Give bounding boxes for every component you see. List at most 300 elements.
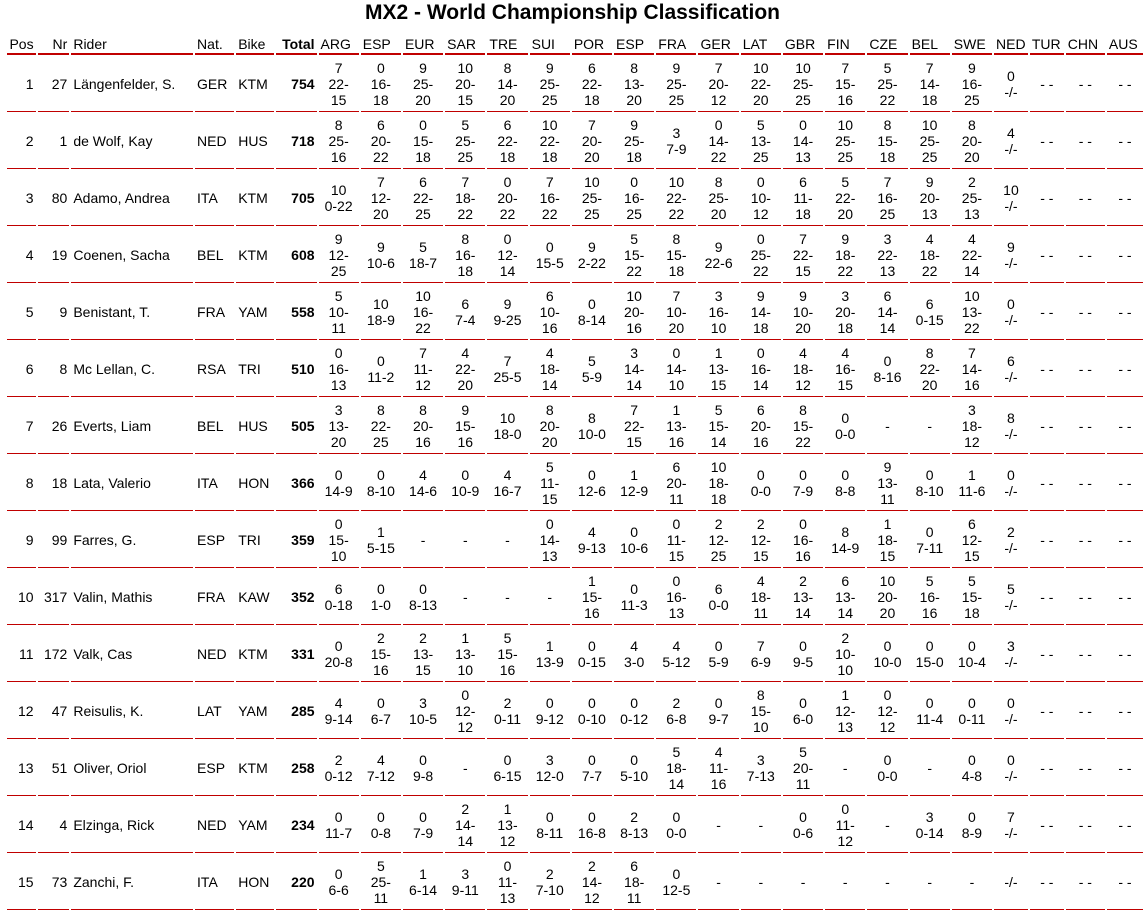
event-result: 3 12-0 <box>530 740 570 796</box>
event-result: 5 15- 16 <box>487 626 527 682</box>
event-result: - <box>910 398 950 454</box>
event-result: 0 16- 13 <box>319 341 359 397</box>
row-position: 14 <box>7 797 36 853</box>
event-result: - - <box>1066 683 1105 739</box>
event-result: - - <box>1030 455 1064 511</box>
event-result: - - <box>1066 740 1105 796</box>
event-result: 6 7-4 <box>445 284 485 340</box>
event-result: 0 9-12 <box>530 683 570 739</box>
rider-bike: YAM <box>236 284 274 340</box>
event-result: 3 18- 12 <box>952 398 992 454</box>
points-total: 258 <box>276 740 316 796</box>
event-result: - - <box>1066 227 1105 283</box>
event-result: 4 18- 22 <box>910 227 950 283</box>
event-result: 7 22- 15 <box>614 398 654 454</box>
event-result: 3 7-9 <box>656 113 696 169</box>
event-result: 10 0-22 <box>319 170 359 226</box>
rider-nationality: ESP <box>195 740 234 796</box>
event-result: 0 14- 10 <box>656 341 696 397</box>
header-event: LAT <box>741 33 781 55</box>
rider-number: 80 <box>38 170 70 226</box>
rider-name: Längenfelder, S. <box>71 56 193 112</box>
event-result: 7 25-5 <box>487 341 527 397</box>
event-result: 0 0-0 <box>867 740 907 796</box>
event-result: - - <box>1030 113 1064 169</box>
event-result: 6 14- 14 <box>867 284 907 340</box>
row-position: 1 <box>7 56 36 112</box>
event-result: - - <box>1030 56 1064 112</box>
points-total: 331 <box>276 626 316 682</box>
event-result: 10 20- 16 <box>614 284 654 340</box>
event-result: 0 10-6 <box>614 512 654 568</box>
event-result: 4 14-6 <box>403 455 443 511</box>
rider-number: 9 <box>38 284 70 340</box>
event-result: 7 14- 16 <box>952 341 992 397</box>
rider-bike: HON <box>236 455 274 511</box>
event-result: 10 16- 22 <box>403 284 443 340</box>
header-event: GBR <box>783 33 823 55</box>
event-result: 2 8-13 <box>614 797 654 853</box>
event-result: 5 20- 11 <box>783 740 823 796</box>
event-result: 0 10-9 <box>445 455 485 511</box>
table-row <box>7 740 1143 796</box>
event-result: 4 9-13 <box>572 512 612 568</box>
row-position: 15 <box>7 854 36 910</box>
event-result: 1 13- 10 <box>445 626 485 682</box>
event-result: - - <box>1030 854 1064 910</box>
header-event: FRA <box>656 33 696 55</box>
event-result: 10 22- 20 <box>741 56 781 112</box>
event-result: - - <box>1066 341 1105 397</box>
rider-name: Reisulis, K. <box>71 683 193 739</box>
rider-number: 27 <box>38 56 70 112</box>
header-event: CZE <box>867 33 907 55</box>
event-result: - - <box>1066 626 1105 682</box>
rider-nationality: FRA <box>195 569 234 625</box>
event-result: 0 11- 12 <box>825 797 865 853</box>
event-result: 2 15- 16 <box>361 626 401 682</box>
rider-name: Adamo, Andrea <box>71 170 193 226</box>
event-result: 8 10-0 <box>572 398 612 454</box>
event-result: 8 13- 20 <box>614 56 654 112</box>
event-result: 3 10-5 <box>403 683 443 739</box>
header-event: EUR <box>403 33 443 55</box>
points-total: 352 <box>276 569 316 625</box>
rider-number: 317 <box>38 569 70 625</box>
header-event: CHN <box>1066 33 1105 55</box>
event-result: 0 0-11 <box>952 683 992 739</box>
table-row <box>7 341 1143 397</box>
event-result: 0 15-0 <box>910 626 950 682</box>
event-result: 0 0-6 <box>783 797 823 853</box>
rider-bike: HUS <box>236 398 274 454</box>
event-result: 0 0-10 <box>572 683 612 739</box>
event-result: 4 5-12 <box>656 626 696 682</box>
event-result: - - <box>1066 113 1105 169</box>
event-result: - - <box>1107 284 1143 340</box>
event-result: - - <box>1066 455 1105 511</box>
event-result: 8 25- 16 <box>319 113 359 169</box>
event-result: 3 7-13 <box>741 740 781 796</box>
event-result: - - <box>1107 341 1143 397</box>
header-event: ESP <box>614 33 654 55</box>
event-result: 3 13- 20 <box>319 398 359 454</box>
header-nat: Nat. <box>195 33 234 55</box>
event-result: 0 0-15 <box>572 626 612 682</box>
classification-table <box>5 32 1145 911</box>
table-row <box>7 797 1143 853</box>
rider-bike: YAM <box>236 683 274 739</box>
rider-nationality: LAT <box>195 683 234 739</box>
rider-nationality: ITA <box>195 854 234 910</box>
event-result: 4 11- 16 <box>698 740 738 796</box>
event-result: 5 22- 20 <box>825 170 865 226</box>
event-result: - <box>867 854 907 910</box>
rider-number: 73 <box>38 854 70 910</box>
event-result: - <box>867 797 907 853</box>
table-row <box>7 512 1143 568</box>
event-result: 0 16- 25 <box>614 170 654 226</box>
event-result: - - <box>1030 740 1064 796</box>
points-total: 366 <box>276 455 316 511</box>
event-result: 0 16- 13 <box>656 569 696 625</box>
points-total: 220 <box>276 854 316 910</box>
event-result: 0 15- 10 <box>319 512 359 568</box>
event-result: 9 22-6 <box>698 227 738 283</box>
event-result: 3 20- 18 <box>825 284 865 340</box>
rider-number: 172 <box>38 626 70 682</box>
row-position: 3 <box>7 170 36 226</box>
event-result: - - <box>1107 227 1143 283</box>
event-result: 5 16- 16 <box>910 569 950 625</box>
event-result: - - <box>1030 512 1064 568</box>
event-result: 2 14- 14 <box>445 797 485 853</box>
event-result: 10 18-0 <box>487 398 527 454</box>
header-total: Total <box>276 33 316 55</box>
event-result: 6 22- 25 <box>403 170 443 226</box>
event-result: 3 0-14 <box>910 797 950 853</box>
event-result: 7 6-9 <box>741 626 781 682</box>
rider-bike: TRI <box>236 341 274 397</box>
event-result: 3 16- 10 <box>698 284 738 340</box>
event-result: 9 10-6 <box>361 227 401 283</box>
event-result: 3 22- 13 <box>867 227 907 283</box>
points-total: 285 <box>276 683 316 739</box>
event-result: 10 13- 22 <box>952 284 992 340</box>
event-result: 9 10- 20 <box>783 284 823 340</box>
event-result: 0 6-6 <box>319 854 359 910</box>
event-result: 9 16- 25 <box>952 56 992 112</box>
event-result: 7 14- 18 <box>910 56 950 112</box>
event-result: 9 2-22 <box>572 227 612 283</box>
event-result: 9 18- 22 <box>825 227 865 283</box>
rider-bike: KTM <box>236 227 274 283</box>
event-result: 5 5-9 <box>572 341 612 397</box>
event-result: 7 20- 20 <box>572 113 612 169</box>
event-result: 5 -/- <box>994 569 1028 625</box>
rider-bike: HON <box>236 854 274 910</box>
event-result: 8 16- 18 <box>445 227 485 283</box>
event-result: - - <box>1107 455 1143 511</box>
event-result: 10 20- 20 <box>867 569 907 625</box>
event-result: 0 10-0 <box>867 626 907 682</box>
event-result: 3 14- 14 <box>614 341 654 397</box>
row-position: 2 <box>7 113 36 169</box>
event-result: 0 12-6 <box>572 455 612 511</box>
row-position: 4 <box>7 227 36 283</box>
event-result: - <box>741 854 781 910</box>
event-result: - <box>698 797 738 853</box>
event-result: 6 10- 16 <box>530 284 570 340</box>
rider-number: 99 <box>38 512 70 568</box>
event-result: 0 0-12 <box>614 683 654 739</box>
event-result: 7 15- 16 <box>825 56 865 112</box>
event-result: 8 15- 18 <box>656 227 696 283</box>
rider-nationality: ITA <box>195 170 234 226</box>
rider-bike: KTM <box>236 626 274 682</box>
event-result: 5 11- 15 <box>530 455 570 511</box>
event-result: 0 20- 22 <box>487 170 527 226</box>
event-result: 1 15- 16 <box>572 569 612 625</box>
event-result: 2 25- 13 <box>952 170 992 226</box>
rider-nationality: GER <box>195 56 234 112</box>
rider-bike: KTM <box>236 170 274 226</box>
event-result: - - <box>1030 170 1064 226</box>
event-result: 6 22- 18 <box>572 56 612 112</box>
event-result: 4 18- 12 <box>783 341 823 397</box>
row-position: 7 <box>7 398 36 454</box>
event-result: 5 25- 22 <box>867 56 907 112</box>
event-result: 8 22- 20 <box>910 341 950 397</box>
rider-bike: KTM <box>236 740 274 796</box>
rider-name: Oliver, Oriol <box>71 740 193 796</box>
rider-nationality: BEL <box>195 227 234 283</box>
event-result: 1 12-9 <box>614 455 654 511</box>
event-result: - - <box>1066 512 1105 568</box>
event-result: 2 6-8 <box>656 683 696 739</box>
event-result: 0 8-11 <box>530 797 570 853</box>
event-result: - - <box>1107 683 1143 739</box>
table-row <box>7 398 1143 454</box>
event-result: - - <box>1030 284 1064 340</box>
event-result: 2 14- 12 <box>572 854 612 910</box>
points-total: 558 <box>276 284 316 340</box>
event-result: 0 11-2 <box>361 341 401 397</box>
event-result: 9 25- 18 <box>614 113 654 169</box>
event-result: - <box>403 512 443 568</box>
event-result: - - <box>1107 512 1143 568</box>
event-result: 9 15- 16 <box>445 398 485 454</box>
event-result: 0 0-8 <box>361 797 401 853</box>
header-nr: Nr <box>38 33 70 55</box>
event-result: 7 -/- <box>994 797 1028 853</box>
rider-name: de Wolf, Kay <box>71 113 193 169</box>
event-result: 0 8-14 <box>572 284 612 340</box>
event-result: 8 22- 25 <box>361 398 401 454</box>
rider-name: Everts, Liam <box>71 398 193 454</box>
event-result: - <box>867 398 907 454</box>
event-result: 7 10- 20 <box>656 284 696 340</box>
event-result: 0 11- 13 <box>487 854 527 910</box>
header-event: SAR <box>445 33 485 55</box>
event-result: 0 12- 12 <box>867 683 907 739</box>
event-result: 1 18- 15 <box>867 512 907 568</box>
event-result: 8 -/- <box>994 398 1028 454</box>
table-row <box>7 56 1143 112</box>
header-event: TUR <box>1030 33 1064 55</box>
rider-number: 26 <box>38 398 70 454</box>
rider-bike: KTM <box>236 56 274 112</box>
header-event: SWE <box>952 33 992 55</box>
event-result: - <box>910 740 950 796</box>
event-result: - - <box>1066 284 1105 340</box>
event-result: 3 9-11 <box>445 854 485 910</box>
event-result: 10 22- 18 <box>530 113 570 169</box>
event-result: 0 7-7 <box>572 740 612 796</box>
event-result: 2 13- 14 <box>783 569 823 625</box>
points-total: 234 <box>276 797 316 853</box>
points-total: 754 <box>276 56 316 112</box>
event-result: - - <box>1030 683 1064 739</box>
event-result: 0 -/- <box>994 56 1028 112</box>
event-result: 2 -/- <box>994 512 1028 568</box>
event-result: 0 -/- <box>994 683 1028 739</box>
row-position: 9 <box>7 512 36 568</box>
event-result: 7 18- 22 <box>445 170 485 226</box>
event-result: 4 16-7 <box>487 455 527 511</box>
event-result: 8 14- 20 <box>487 56 527 112</box>
event-result: 1 5-15 <box>361 512 401 568</box>
points-total: 510 <box>276 341 316 397</box>
event-result: 6 20- 22 <box>361 113 401 169</box>
rider-nationality: NED <box>195 113 234 169</box>
header-event: BEL <box>910 33 950 55</box>
event-result: 0 14-9 <box>319 455 359 511</box>
table-row <box>7 284 1143 340</box>
event-result: 10 18- 18 <box>698 455 738 511</box>
header-pos: Pos <box>7 33 36 55</box>
event-result: 5 15- 22 <box>614 227 654 283</box>
event-result: - - <box>1107 170 1143 226</box>
event-result: 0 9-5 <box>783 626 823 682</box>
event-result: - <box>825 740 865 796</box>
event-result: - - <box>1066 797 1105 853</box>
table-row <box>7 683 1143 739</box>
rider-nationality: NED <box>195 797 234 853</box>
header-event: AUS <box>1107 33 1143 55</box>
row-position: 6 <box>7 341 36 397</box>
event-result: 0 7-9 <box>783 455 823 511</box>
event-result: 0 15-5 <box>530 227 570 283</box>
event-result: - - <box>1107 569 1143 625</box>
rider-name: Zanchi, F. <box>71 854 193 910</box>
event-result: 6 20- 11 <box>656 455 696 511</box>
rider-number: 47 <box>38 683 70 739</box>
rider-number: 18 <box>38 455 70 511</box>
event-result: 0 25- 22 <box>741 227 781 283</box>
rider-name: Mc Lellan, C. <box>71 341 193 397</box>
row-position: 5 <box>7 284 36 340</box>
event-result: 10 25- 25 <box>572 170 612 226</box>
rider-nationality: ESP <box>195 512 234 568</box>
event-result: - <box>445 512 485 568</box>
event-result: - <box>530 569 570 625</box>
event-result: 9 25- 25 <box>530 56 570 112</box>
event-result: 7 16- 22 <box>530 170 570 226</box>
event-result: - - <box>1107 854 1143 910</box>
row-position: 13 <box>7 740 36 796</box>
event-result: - - <box>1066 569 1105 625</box>
event-result: 5 18- 14 <box>656 740 696 796</box>
event-result: 6 13- 14 <box>825 569 865 625</box>
table-row <box>7 854 1143 910</box>
event-result: - - <box>1030 341 1064 397</box>
event-result: 0 0-0 <box>825 398 865 454</box>
event-result: 0 9-7 <box>698 683 738 739</box>
event-result: 0 5-9 <box>698 626 738 682</box>
event-result: 1 13- 12 <box>487 797 527 853</box>
event-result: - <box>698 854 738 910</box>
row-position: 11 <box>7 626 36 682</box>
event-result: 10 25- 25 <box>910 113 950 169</box>
rider-number: 4 <box>38 797 70 853</box>
rider-name: Benistant, T. <box>71 284 193 340</box>
event-result: 5 13- 25 <box>741 113 781 169</box>
event-result: 9 12- 25 <box>319 227 359 283</box>
event-result: - - <box>1030 569 1064 625</box>
rider-bike: HUS <box>236 113 274 169</box>
event-result: 0 10- 12 <box>741 170 781 226</box>
event-result: 1 13- 15 <box>698 341 738 397</box>
event-result: 0 6-7 <box>361 683 401 739</box>
event-result: 0 16- 14 <box>741 341 781 397</box>
event-result: 0 15- 18 <box>403 113 443 169</box>
event-result: 6 11- 18 <box>783 170 823 226</box>
points-total: 705 <box>276 170 316 226</box>
event-result: 6 12- 15 <box>952 512 992 568</box>
rider-nationality: NED <box>195 626 234 682</box>
event-result: 0 11- 15 <box>656 512 696 568</box>
event-result: - - <box>1066 398 1105 454</box>
event-result: 4 18- 14 <box>530 341 570 397</box>
points-total: 359 <box>276 512 316 568</box>
event-result: 0 8-16 <box>867 341 907 397</box>
rider-nationality: ITA <box>195 455 234 511</box>
event-result: - <box>783 854 823 910</box>
rider-bike: KAW <box>236 569 274 625</box>
event-result: 0 -/- <box>994 284 1028 340</box>
event-result: - <box>445 569 485 625</box>
page-title: MX2 - World Championship Classification <box>365 1 780 24</box>
rider-name: Valk, Cas <box>71 626 193 682</box>
event-result: 9 14- 18 <box>741 284 781 340</box>
event-result: - - <box>1107 626 1143 682</box>
event-result: 0 10-4 <box>952 626 992 682</box>
header-row <box>7 33 1143 55</box>
event-result: 7 12- 20 <box>361 170 401 226</box>
rider-name: Coenen, Sacha <box>71 227 193 283</box>
event-result: - <box>741 797 781 853</box>
event-result: 6 0-0 <box>698 569 738 625</box>
event-result: 5 25- 11 <box>361 854 401 910</box>
event-result: 0 -/- <box>994 740 1028 796</box>
rider-bike: YAM <box>236 797 274 853</box>
event-result: 0 12- 14 <box>487 227 527 283</box>
rider-bike: TRI <box>236 512 274 568</box>
event-result: 0 8-10 <box>910 455 950 511</box>
event-result: 5 15- 18 <box>952 569 992 625</box>
event-result: 7 22- 15 <box>319 56 359 112</box>
